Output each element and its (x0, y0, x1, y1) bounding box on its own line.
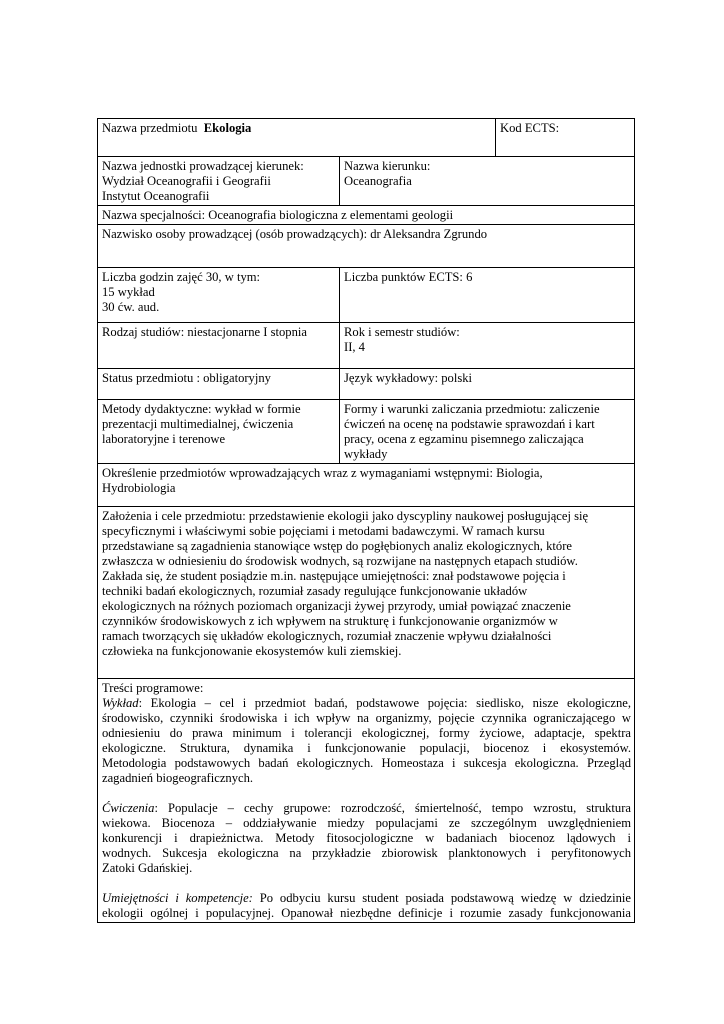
lecture-line: odniesieniu do prawa minimum i tolerancji ekologicznej, formy życiowe, adaptacje, spektra (102, 726, 632, 740)
methods-line-3: laboratoryjne i terenowe (102, 432, 226, 446)
hours-lecture: 15 wykład (102, 285, 155, 299)
cell-ects-points (340, 268, 635, 323)
cell-status (98, 369, 340, 400)
cell-language (340, 369, 635, 400)
row-unit (98, 157, 635, 206)
syllabus-table (97, 118, 635, 923)
exercises-line: wiekowa. Biocenoza – oddziaływanie miedzy populacjami ze szczególnym uwzględnieniem (102, 816, 632, 830)
prerequisites-line-2: Hydrobiologia (102, 481, 176, 495)
goals-line: Zakłada się, że student posiądzie m.in. następujące umiejętności: znał podstawowe pojęcia i (102, 569, 566, 583)
hours-label: Liczba godzin zajęć 30, w tym: (102, 270, 261, 284)
skills-line: Umiejętności i kompetencje: Po odbyciu kursu student posiada podstawową wiedzę w dziedzinie (102, 891, 632, 905)
specialty-text: Nazwa specjalności: Oceanografia biologiczna z elementami geologii (102, 208, 454, 222)
row-status (98, 369, 635, 400)
exercises-line: Ćwiczenia: Populacje – cechy grupowe: rozrodczość, śmiertelność, tempo wzrostu, struktura (102, 801, 632, 815)
ects-points-text: Liczba punktów ECTS: 6 (344, 270, 473, 284)
prerequisites-line-1: Określenie przedmiotów wprowadzających wraz z wymaganiami wstępnymi: Biologia, (102, 466, 543, 480)
instructor-text: Nazwisko osoby prowadzącej (osób prowadzących): dr Aleksandra Zgrundo (102, 227, 488, 241)
goals-line: ramach tworzących się układów ekologicznych, rozumiał znaczenie wpływu działalności (102, 629, 552, 643)
cell-instructor (98, 225, 635, 268)
cell-assessment (340, 400, 635, 464)
row-hours (98, 268, 635, 323)
assessment-line-4: wykłady (344, 447, 388, 461)
row-content (98, 679, 635, 923)
study-type-text: Rodzaj studiów: niestacjonarne I stopnia (102, 325, 307, 339)
row-instructor (98, 225, 635, 268)
skills-line: ekologii ogólnej i populacyjnej. Opanował niezbędne definicje i rozumie zasady funkcjonowania (102, 906, 632, 920)
subject-value: Ekologia (203, 121, 252, 135)
lecture-line: ekologiczne. Struktura, dynamika i funkcjonowanie populacji, biocenoz i ekosystemów. (102, 741, 632, 755)
methods-line-1: Metody dydaktyczne: wykład w formie (102, 402, 301, 416)
row-specialty (98, 206, 635, 225)
year-semester-label: Rok i semestr studiów: (344, 325, 460, 339)
unit-line-1: Wydział Oceanografii i Geografii (102, 174, 271, 188)
cell-field (340, 157, 635, 206)
assessment-line-1: Formy i warunki zaliczania przedmiotu: zaliczenie (344, 402, 600, 416)
row-subject (98, 119, 635, 157)
goals-line: ekologicznych na różnych poziomach organizacji żywej przyrody, umiał powiązać znaczenie (102, 599, 571, 613)
unit-label: Nazwa jednostki prowadzącej kierunek: (102, 159, 304, 173)
cell-specialty (98, 206, 635, 225)
subject-label: Nazwa przedmiotu (102, 121, 198, 135)
course-syllabus (97, 118, 634, 923)
assessment-line-2: ćwiczeń na ocenę na podstawie sprawozdań i kart (344, 417, 595, 431)
cell-methods (98, 400, 340, 464)
cell-subject-name (98, 119, 496, 157)
lecture-line: Wykład: Ekologia – cel i przedmiot badań, podstawowe pojęcia: siedlisko, nisze ekologiczne, (102, 696, 632, 710)
cell-unit (98, 157, 340, 206)
paragraph-gap (102, 786, 631, 801)
year-semester-value: II, 4 (344, 340, 365, 354)
ects-code-label: Kod ECTS: (500, 121, 560, 135)
goals-line: techniki badań ekologicznych, rozumiał zasady regulujące funkcjonowanie układów (102, 584, 528, 598)
goals-line: Założenia i cele przedmiotu: przedstawienie ekologii jako dyscypliny naukowej posługującej się (102, 509, 589, 523)
exercises-line: konkurencji i drapieżnictwa. Metody fitosocjologiczne w badaniach biocenoz lądowych i (102, 831, 632, 845)
exercises-label: Ćwiczenia (102, 801, 155, 815)
goals-line: specyficznymi i właściwymi sobie pojęciami i metodami badawczymi. W ramach kursu (102, 524, 545, 538)
lecture-line: zagadnień biogeograficznych. (102, 771, 254, 785)
hours-exercises: 30 ćw. aud. (102, 300, 160, 314)
cell-goals (98, 507, 635, 679)
cell-content (98, 679, 635, 923)
cell-ects-code (496, 119, 635, 157)
methods-line-2: prezentacji multimedialnej, ćwiczenia (102, 417, 294, 431)
cell-study-type (98, 323, 340, 369)
cell-hours (98, 268, 340, 323)
cell-year-semester (340, 323, 635, 369)
row-methods (98, 400, 635, 464)
goals-line: przedstawiane są zagadnienia stanowiące wstęp do pogłębionych analiz ekologicznych, które (102, 539, 572, 553)
language-text: Język wykładowy: polski (344, 371, 473, 385)
row-study-type (98, 323, 635, 369)
paragraph-gap (102, 876, 631, 891)
content-heading: Treści programowe: (102, 681, 204, 695)
row-prerequisites (98, 464, 635, 507)
row-goals (98, 507, 635, 679)
lecture-line: Metodologia podstawowych badań ekologicznych. Homeostaza i sukcesja ekologiczna. Przegląd (102, 756, 632, 770)
goals-line: zwłaszcza w odniesieniu do środowisk wodnych, są rozwijane na następnych etapach studiów. (102, 554, 578, 568)
status-text: Status przedmiotu : obligatoryjny (102, 371, 271, 385)
cell-prerequisites (98, 464, 635, 507)
exercises-line: Zatoki Gdańskiej. (102, 861, 193, 875)
field-label: Nazwa kierunku: (344, 159, 431, 173)
goals-line: czynników środowiskowych z ich wpływem na strukturę i funkcjonowanie organizmów w (102, 614, 558, 628)
assessment-line-3: pracy, ocena z egzaminu pisemnego zaliczająca (344, 432, 584, 446)
unit-line-2: Instytut Oceanografii (102, 189, 210, 203)
field-value: Oceanografia (344, 174, 412, 188)
goals-line: człowieka na funkcjonowanie ekosystemów kuli ziemskiej. (102, 644, 402, 658)
exercises-line: wodnych. Sukcesja ekologiczna na przykładzie zbiorowisk planktonowych i peryfitonowych (102, 846, 632, 860)
skills-label: Umiejętności i kompetencje: (102, 891, 253, 905)
lecture-line: środowisko, czynniki środowiska i ich wpływ na organizmy, pojęcie czynnika ograniczającego w (102, 711, 632, 725)
lecture-label: Wykład (102, 696, 139, 710)
